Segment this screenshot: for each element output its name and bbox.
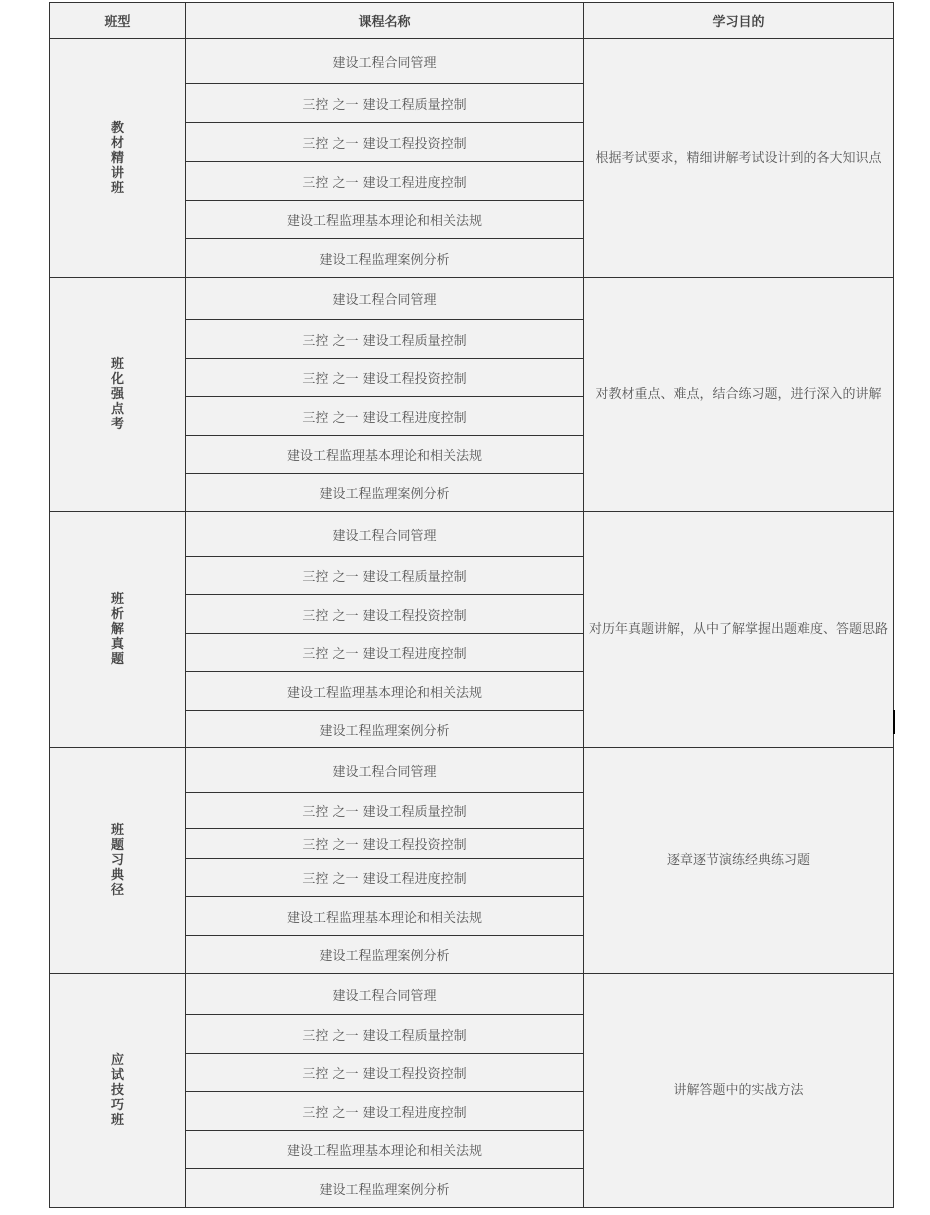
course-name-cell: 三控 之一 建设工程进度控制 — [186, 162, 584, 201]
course-name-cell: 建设工程合同管理 — [186, 974, 584, 1015]
course-name-cell: 三控 之一 建设工程投资控制 — [186, 829, 584, 859]
study-purpose-cell: 对历年真题讲解，从中了解掌握出题难度、答题思路 — [584, 512, 894, 748]
header-row — [50, 3, 894, 39]
course-name-cell: 建设工程监理基本理论和相关法规 — [186, 672, 584, 711]
header-purpose: 学习目的 — [584, 3, 894, 39]
course-name-cell: 建设工程监理基本理论和相关法规 — [186, 201, 584, 239]
course-name-cell: 三控 之一 建设工程进度控制 — [186, 859, 584, 897]
course-name-cell: 建设工程监理案例分析 — [186, 936, 584, 974]
study-purpose-cell: 对教材重点、难点，结合练习题，进行深入的讲解 — [584, 278, 894, 512]
course-name-cell: 建设工程合同管理 — [186, 748, 584, 793]
scroll-marker — [893, 710, 895, 734]
header-course: 课程名称 — [186, 3, 584, 39]
course-name-cell: 三控 之一 建设工程质量控制 — [186, 1015, 584, 1054]
course-name-cell: 建设工程监理案例分析 — [186, 474, 584, 512]
class-type-cell — [50, 974, 186, 1208]
course-name-cell: 三控 之一 建设工程质量控制 — [186, 557, 584, 595]
table-body — [50, 39, 894, 1208]
class-type-cell — [50, 512, 186, 748]
course-name-cell: 建设工程监理基本理论和相关法规 — [186, 897, 584, 936]
course-name-cell: 建设工程监理基本理论和相关法规 — [186, 436, 584, 474]
course-name-cell: 三控 之一 建设工程进度控制 — [186, 634, 584, 672]
course-name-cell: 建设工程监理案例分析 — [186, 1169, 584, 1208]
study-purpose-cell: 讲解答题中的实战方法 — [584, 974, 894, 1208]
class-type-label: 应试技巧班 — [110, 1053, 124, 1128]
study-purpose-cell: 根据考试要求，精细讲解考试设计到的各大知识点 — [584, 39, 894, 278]
table-row — [50, 278, 894, 320]
course-name-cell: 建设工程监理案例分析 — [186, 711, 584, 748]
class-type-label: 班析解真题 — [110, 592, 124, 667]
course-table — [49, 2, 894, 1208]
course-name-cell: 三控 之一 建设工程投资控制 — [186, 595, 584, 634]
course-name-cell: 三控 之一 建设工程质量控制 — [186, 84, 584, 123]
table-row — [50, 39, 894, 84]
class-type-label: 班化强点考 — [110, 357, 124, 432]
course-name-cell: 三控 之一 建设工程质量控制 — [186, 793, 584, 829]
course-name-cell: 三控 之一 建设工程投资控制 — [186, 123, 584, 162]
header-type: 班型 — [50, 3, 186, 39]
course-name-cell: 建设工程监理案例分析 — [186, 239, 584, 278]
course-name-cell: 建设工程合同管理 — [186, 39, 584, 84]
class-type-cell — [50, 39, 186, 278]
class-type-label: 班题习典径 — [110, 823, 124, 898]
course-name-cell: 三控 之一 建设工程进度控制 — [186, 1092, 584, 1131]
class-type-cell — [50, 278, 186, 512]
course-name-cell: 建设工程合同管理 — [186, 278, 584, 320]
study-purpose-cell: 逐章逐节演练经典练习题 — [584, 748, 894, 974]
course-name-cell: 建设工程合同管理 — [186, 512, 584, 557]
table-row — [50, 748, 894, 793]
course-name-cell: 三控 之一 建设工程质量控制 — [186, 320, 584, 359]
course-name-cell: 三控 之一 建设工程进度控制 — [186, 397, 584, 436]
table-row — [50, 512, 894, 557]
course-name-cell: 三控 之一 建设工程投资控制 — [186, 1054, 584, 1092]
class-type-cell — [50, 748, 186, 974]
class-type-label: 教材精讲班 — [110, 120, 124, 196]
course-name-cell: 三控 之一 建设工程投资控制 — [186, 359, 584, 397]
table-row — [50, 974, 894, 1015]
course-name-cell: 建设工程监理基本理论和相关法规 — [186, 1131, 584, 1169]
